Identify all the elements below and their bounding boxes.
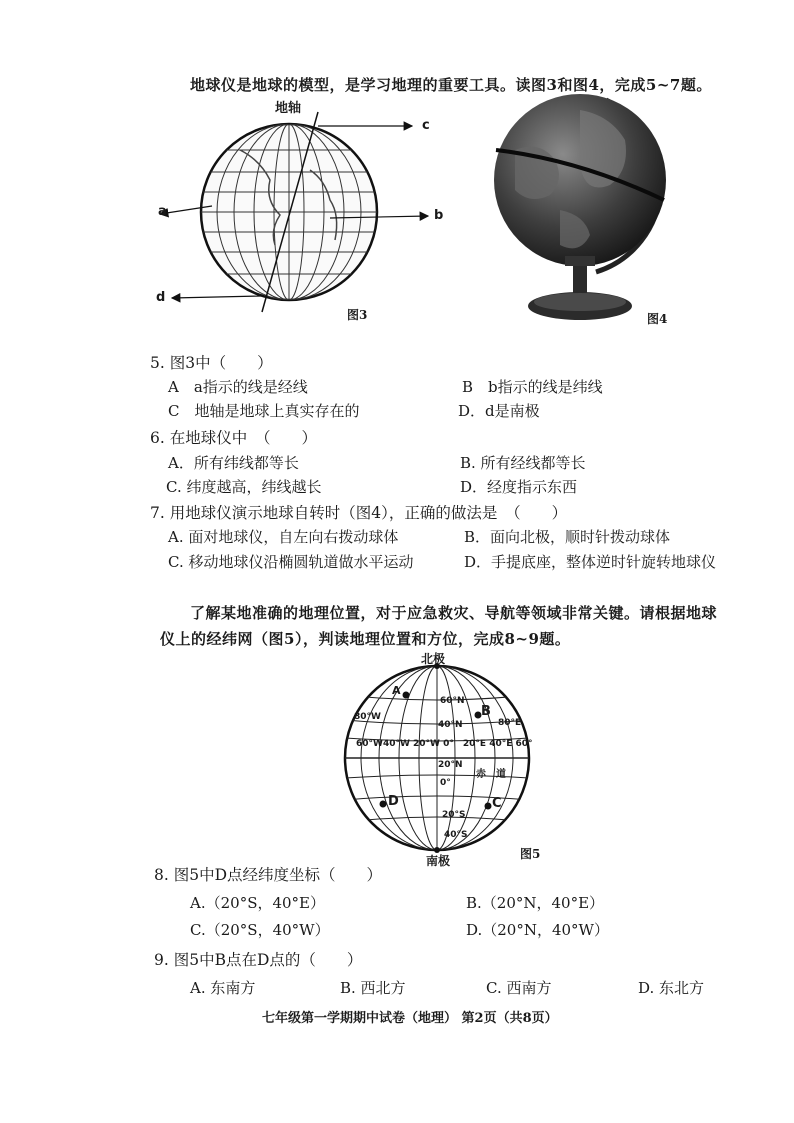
question-8-option-a[interactable]: A.（20°S，40°E）: [190, 894, 326, 912]
question-7-option-a[interactable]: A. 面对地球仪，自左向右拨动球体: [168, 528, 399, 546]
question-7-stem: 7. 用地球仪演示地球自转时（图4），正确的做法是 （ ）: [150, 504, 568, 522]
label-south-pole: 南极: [426, 854, 451, 868]
question-7-option-d[interactable]: D．手提底座，整体逆时针旋转地球仪: [464, 553, 717, 571]
figure-3-caption: 图3: [347, 308, 368, 322]
point-b-label: B: [481, 704, 491, 719]
intro-text-8-9-line2: 仪上的经纬网（图5），判读地理位置和方位，完成8~9题。: [160, 630, 571, 648]
label-arrow-a: a: [158, 204, 167, 219]
question-6-option-d[interactable]: D．经度指示东西: [460, 478, 578, 496]
question-8-option-c[interactable]: C.（20°S，40°W）: [190, 921, 330, 939]
intro-text-8-9-line1: 了解某地准确的地理位置，对于应急救灾、导航等领域非常关键。请根据地球: [190, 604, 718, 622]
question-7-option-b[interactable]: B．面向北极，顺时针拨动球体: [464, 528, 671, 546]
question-5-option-a[interactable]: A a指示的线是经线: [168, 378, 308, 396]
point-d-label: D: [388, 794, 399, 809]
question-6-option-c[interactable]: C. 纬度越高，纬线越长: [166, 478, 322, 496]
label-40s: 40°S: [444, 830, 468, 840]
label-north-pole: 北极: [421, 652, 446, 666]
question-5-option-d[interactable]: D．d是南极: [458, 402, 540, 420]
label-arrow-b: b: [434, 208, 444, 223]
question-5-option-c[interactable]: C 地轴是地球上真实存在的: [168, 402, 360, 420]
question-7-option-c[interactable]: C. 移动地球仪沿椭圆轨道做水平运动: [168, 553, 414, 571]
figure-4-caption: 图4: [647, 312, 668, 326]
question-8-option-b[interactable]: B.（20°N，40°E）: [466, 894, 605, 912]
label-arrow-d: d: [156, 290, 166, 305]
label-equator: 赤 道: [476, 769, 506, 780]
label-earth-axis: 地轴: [275, 101, 302, 116]
question-5-option-b[interactable]: B b指示的线是纬线: [462, 378, 603, 396]
point-c-label: C: [492, 796, 502, 811]
question-6-option-a[interactable]: A．所有纬线都等长: [168, 454, 299, 472]
page-footer: 七年级第一学期期中试卷（地理） 第2页（共8页）: [262, 1011, 558, 1026]
label-40n: 40°N: [438, 720, 463, 730]
question-6-stem: 6. 在地球仪中 （ ）: [150, 429, 317, 447]
question-9-stem: 9. 图5中B点在D点的（ ）: [154, 951, 363, 969]
label-20n: 20°N: [438, 760, 463, 770]
intro-text-5-7: 地球仪是地球的模型，是学习地理的重要工具。读图3和图4，完成5~7题。: [190, 76, 712, 94]
question-8-stem: 8. 图5中D点经纬度坐标（ ）: [154, 866, 383, 884]
question-9-option-d[interactable]: D. 东北方: [638, 979, 705, 997]
point-a-label: A: [392, 684, 401, 697]
label-80w: 80°W: [354, 712, 381, 722]
longitude-row-labels: 60°W40°W 20°W 0° 20°E 40°E 60°: [356, 739, 533, 749]
question-9-option-b[interactable]: B. 西北方: [340, 979, 406, 997]
figure-5-caption: 图5: [520, 847, 541, 861]
label-60n: 60°N: [440, 696, 465, 706]
label-0-lat: 0°: [440, 778, 451, 788]
question-5-stem: 5. 图3中（ ）: [150, 354, 273, 372]
question-6-option-b[interactable]: B. 所有经线都等长: [460, 454, 586, 472]
label-80e: 80°E: [498, 718, 522, 728]
question-9-option-c[interactable]: C. 西南方: [486, 979, 552, 997]
question-9-option-a[interactable]: A. 东南方: [190, 979, 256, 997]
question-8-option-d[interactable]: D.（20°N，40°W）: [466, 921, 609, 939]
label-20s: 20°S: [442, 810, 466, 820]
label-arrow-c: c: [422, 118, 430, 133]
